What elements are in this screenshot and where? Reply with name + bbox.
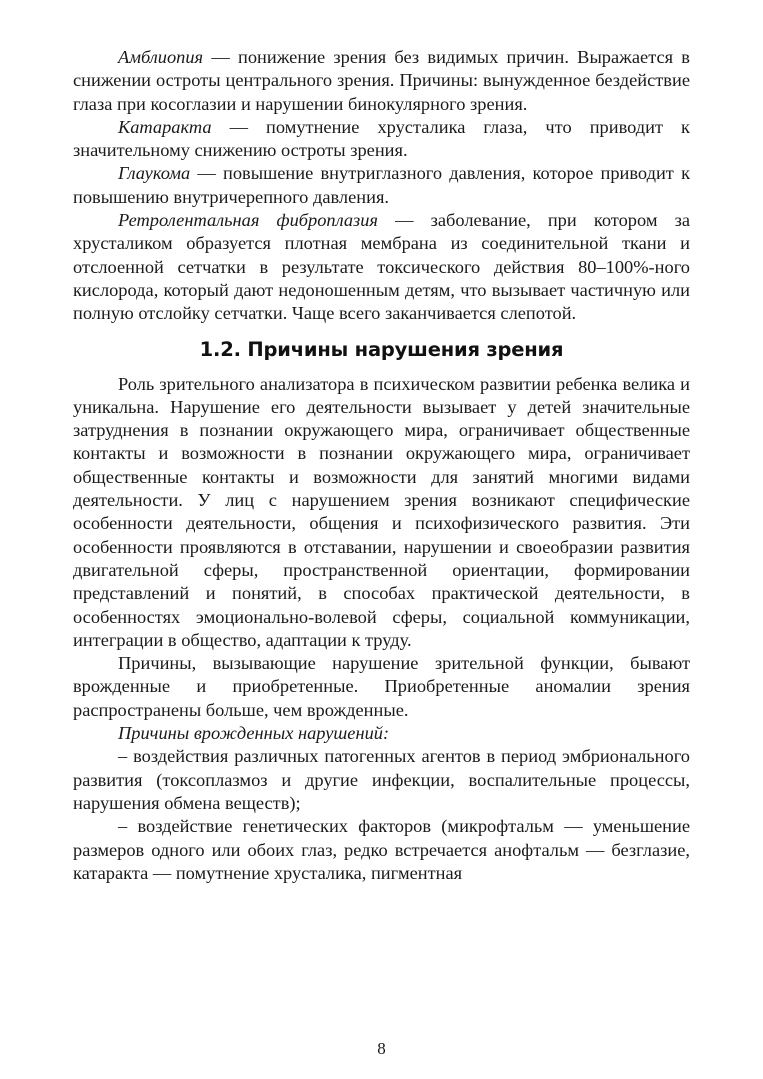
term-cataract: Катаракта	[118, 116, 212, 137]
definition-cataract-text: — помутнение хрусталика глаза, что приводит к значительному снижению остроты зрения.	[73, 116, 690, 161]
page-number: 8	[377, 1039, 386, 1058]
section-paragraph-2: Причины, вызывающие нарушение зрительной функции, бывают врожденные и приобретенные. Приобретенные аномалии зрения распространены больше, чем врожденные.	[73, 653, 690, 720]
definition-glaucoma-text: — повышение внутриглазного давления, которое приводит к повышению внутричерепного давления.	[73, 163, 690, 207]
section-heading: 1.2. Причины нарушения зрения	[199, 337, 564, 361]
definition-cataract	[73, 116, 690, 163]
page-content	[73, 46, 690, 885]
definition-amblyopia	[73, 46, 690, 116]
definition-amblyopia-text: — понижение зрения без видимых причин. Выражается в снижении остроты центрального зрения. Причины: вынужденное бездействие глаза при косоглазии и нарушении бинокулярного зрения.	[73, 47, 690, 114]
congenital-causes-subheading	[73, 722, 690, 745]
list-item: – воздействия различных патогенных агентов в период эмбрионального развития (токсоплазмоз и другие инфекции, воспалительные процессы, нарушения обмена веществ);	[73, 746, 690, 813]
definition-glaucoma	[73, 162, 690, 209]
list-item: – воздействие генетических факторов (микрофтальм — уменьшение размеров одного или обоих глаз, редко встречается анофтальм — безглазие, катаракта — помутнение хрусталика, пигментная	[73, 816, 690, 883]
section-paragraph-1: Роль зрительного анализатора в психическом развитии ребенка велика и уникальна. Нарушение его деятельности вызывает у детей значительные затруднения в познании окружающего мира, ограничивает общественные контакты и возможности в познании окружающего мира, ограничивает общественные контакты и возможности для занятий многими видами деятельности. У лиц с нарушением зрения возникают специфические особенности деятельности, общения и психофизического развития. Эти особенности проявляются в отставании, нарушении и своеобразии развития двигательной сферы, пространственной ориентации, формировании представлений и понятий, в способах практической деятельности, в особенностях эмоционально-волевой сферы, социальной коммуникации, интеграции в общество, адаптации к труду.	[73, 373, 690, 650]
term-amblyopia: Амблиопия	[118, 47, 204, 67]
definition-retrolental-fibroplasia-text: — заболевание, при котором за хрусталиком образуется плотная мембрана из соединительной ткани и отслоенной сетчатки в результате токсического действия 80–100%-ного кислорода, который дают недоношенным детям, что вызывает частичную или полную отслойку сетчатки. Чаще всего заканчивается слепотой.	[73, 210, 690, 324]
term-retrolental-fibroplasia: Ретролентальная фиброплазия	[118, 210, 378, 231]
definition-retrolental-fibroplasia	[73, 209, 690, 325]
congenital-causes-subheading-text: Причины врожденных нарушений:	[118, 723, 390, 744]
term-glaucoma: Глаукома	[118, 163, 191, 184]
